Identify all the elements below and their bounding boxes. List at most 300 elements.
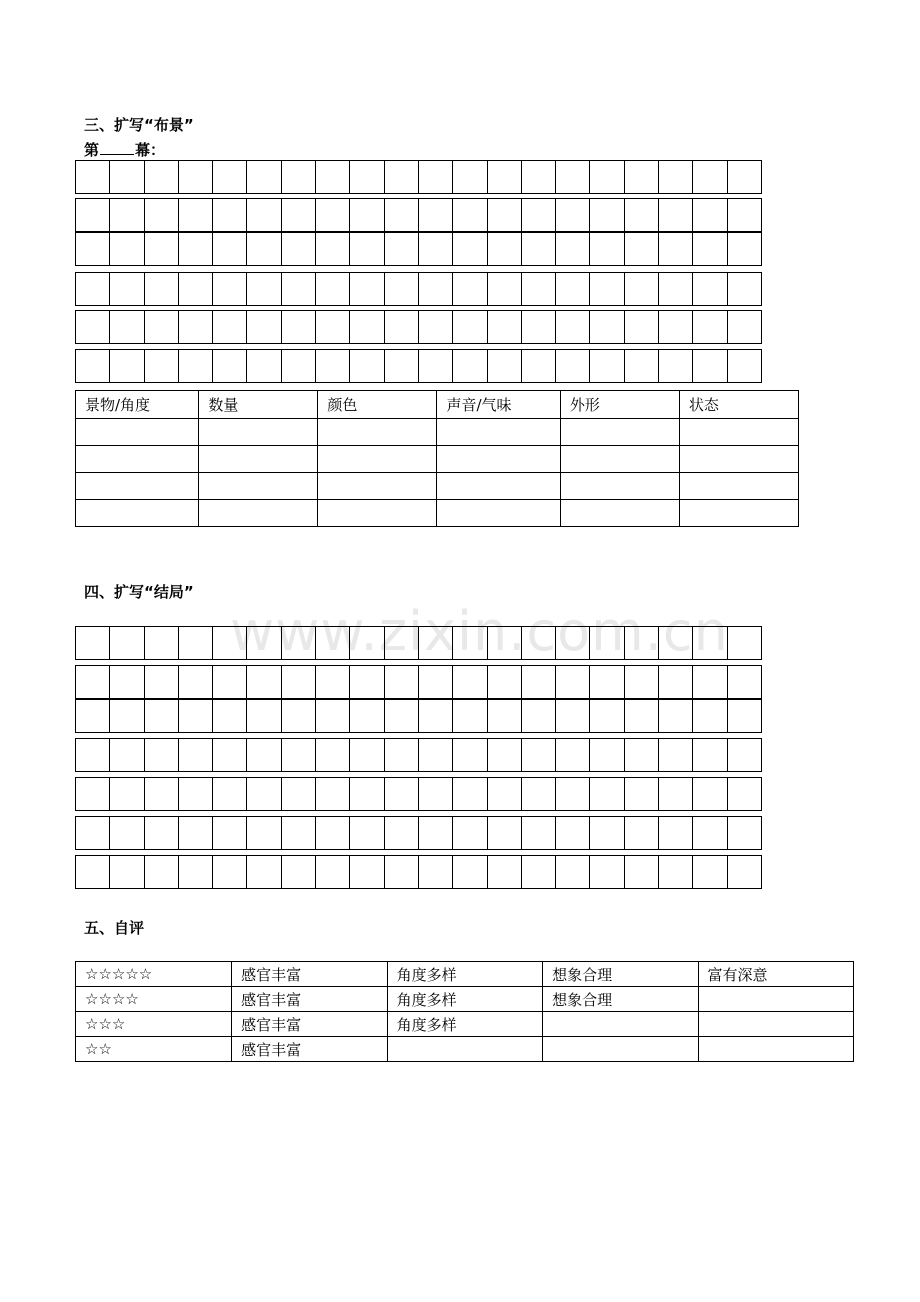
grid-cell[interactable]: [281, 699, 316, 733]
grid-cell[interactable]: [487, 816, 522, 850]
grid-cell[interactable]: [109, 699, 144, 733]
grid-cell[interactable]: [727, 855, 762, 889]
grid-cell[interactable]: [487, 310, 522, 344]
grid-cell[interactable]: [75, 777, 110, 811]
scenery-input-cell[interactable]: [318, 500, 437, 527]
grid-cell[interactable]: [349, 160, 384, 194]
grid-cell[interactable]: [144, 626, 179, 660]
grid-cell[interactable]: [658, 349, 693, 383]
grid-cell[interactable]: [109, 232, 144, 266]
grid-cell[interactable]: [521, 738, 556, 772]
grid-cell[interactable]: [727, 198, 762, 232]
grid-cell[interactable]: [75, 699, 110, 733]
grid-cell[interactable]: [349, 816, 384, 850]
grid-cell[interactable]: [521, 310, 556, 344]
grid-cell[interactable]: [521, 665, 556, 699]
grid-cell[interactable]: [555, 855, 590, 889]
grid-cell[interactable]: [692, 816, 727, 850]
grid-cell[interactable]: [178, 855, 213, 889]
grid-cell[interactable]: [75, 310, 110, 344]
grid-cell[interactable]: [178, 699, 213, 733]
grid-cell[interactable]: [452, 816, 487, 850]
grid-cell[interactable]: [727, 626, 762, 660]
grid-cell[interactable]: [555, 232, 590, 266]
grid-cell[interactable]: [555, 160, 590, 194]
scenery-input-cell[interactable]: [199, 473, 318, 500]
grid-cell[interactable]: [281, 198, 316, 232]
grid-cell[interactable]: [109, 665, 144, 699]
grid-cell[interactable]: [212, 816, 247, 850]
grid-cell[interactable]: [487, 198, 522, 232]
grid-cell[interactable]: [281, 232, 316, 266]
grid-cell[interactable]: [109, 855, 144, 889]
criteria-cell: 角度多样: [387, 1012, 542, 1037]
grid-cell[interactable]: [589, 665, 624, 699]
scenery-input-cell[interactable]: [437, 446, 560, 473]
grid-cell[interactable]: [384, 855, 419, 889]
scenery-input-cell[interactable]: [679, 473, 798, 500]
grid-cell[interactable]: [384, 272, 419, 306]
grid-cell[interactable]: [315, 232, 350, 266]
grid-cell[interactable]: [555, 816, 590, 850]
scenery-input-cell[interactable]: [679, 500, 798, 527]
scenery-input-cell[interactable]: [679, 419, 798, 446]
grid-cell[interactable]: [624, 699, 659, 733]
grid-cell[interactable]: [315, 855, 350, 889]
grid-cell[interactable]: [589, 626, 624, 660]
grid-cell[interactable]: [281, 160, 316, 194]
grid-cell[interactable]: [178, 626, 213, 660]
grid-cell[interactable]: [281, 349, 316, 383]
grid-cell[interactable]: [109, 816, 144, 850]
grid-cell[interactable]: [315, 738, 350, 772]
grid-cell[interactable]: [555, 272, 590, 306]
grid-cell[interactable]: [624, 816, 659, 850]
grid-cell[interactable]: [144, 738, 179, 772]
grid-cell[interactable]: [75, 272, 110, 306]
table-row: [76, 1012, 854, 1037]
grid-cell[interactable]: [349, 349, 384, 383]
grid-cell[interactable]: [555, 349, 590, 383]
grid-cell[interactable]: [212, 232, 247, 266]
grid-cell[interactable]: [144, 699, 179, 733]
grid-cell[interactable]: [589, 310, 624, 344]
grid-cell[interactable]: [246, 349, 281, 383]
grid-cell[interactable]: [487, 272, 522, 306]
grid-cell[interactable]: [349, 232, 384, 266]
grid-cell[interactable]: [727, 699, 762, 733]
grid-cell[interactable]: [144, 816, 179, 850]
grid-cell[interactable]: [281, 665, 316, 699]
grid-cell[interactable]: [212, 272, 247, 306]
grid-cell[interactable]: [246, 699, 281, 733]
grid-cell[interactable]: [624, 198, 659, 232]
grid-cell[interactable]: [452, 777, 487, 811]
scenery-input-cell[interactable]: [679, 446, 798, 473]
grid-cell[interactable]: [315, 349, 350, 383]
scenery-header-cell: 颜色: [318, 391, 437, 419]
grid-cell[interactable]: [589, 855, 624, 889]
grid-cell[interactable]: [246, 198, 281, 232]
grid-cell[interactable]: [589, 272, 624, 306]
scenery-input-cell[interactable]: [437, 473, 560, 500]
grid-cell[interactable]: [178, 665, 213, 699]
grid-cell[interactable]: [589, 232, 624, 266]
grid-cell[interactable]: [727, 310, 762, 344]
grid-cell[interactable]: [75, 160, 110, 194]
grid-cell[interactable]: [692, 738, 727, 772]
criteria-cell: [698, 1037, 853, 1062]
grid-cell[interactable]: [109, 777, 144, 811]
grid-cell[interactable]: [246, 816, 281, 850]
grid-cell[interactable]: [75, 665, 110, 699]
grid-cell[interactable]: [521, 777, 556, 811]
grid-cell[interactable]: [212, 626, 247, 660]
grid-cell[interactable]: [109, 349, 144, 383]
grid-cell[interactable]: [521, 198, 556, 232]
grid-cell[interactable]: [487, 738, 522, 772]
grid-cell[interactable]: [452, 738, 487, 772]
grid-cell[interactable]: [315, 777, 350, 811]
grid-cell[interactable]: [452, 160, 487, 194]
grid-cell[interactable]: [178, 198, 213, 232]
grid-cell[interactable]: [555, 665, 590, 699]
grid-cell[interactable]: [658, 699, 693, 733]
grid-cell[interactable]: [281, 272, 316, 306]
grid-cell[interactable]: [178, 738, 213, 772]
grid-cell[interactable]: [418, 626, 453, 660]
grid-cell[interactable]: [144, 198, 179, 232]
grid-cell[interactable]: [521, 272, 556, 306]
grid-cell[interactable]: [246, 232, 281, 266]
grid-cell[interactable]: [418, 665, 453, 699]
grid-cell[interactable]: [212, 699, 247, 733]
grid-cell[interactable]: [178, 310, 213, 344]
grid-cell[interactable]: [109, 310, 144, 344]
grid-cell[interactable]: [624, 777, 659, 811]
grid-cell[interactable]: [692, 160, 727, 194]
grid-cell[interactable]: [692, 232, 727, 266]
grid-cell[interactable]: [144, 665, 179, 699]
scenery-input-cell[interactable]: [437, 500, 560, 527]
grid-cell[interactable]: [727, 272, 762, 306]
grid-cell[interactable]: [624, 160, 659, 194]
scenery-input-cell[interactable]: [560, 419, 679, 446]
grid-cell[interactable]: [692, 310, 727, 344]
scenery-input-cell[interactable]: [199, 446, 318, 473]
scenery-input-cell[interactable]: [199, 419, 318, 446]
grid-cell[interactable]: [109, 160, 144, 194]
grid-cell[interactable]: [281, 816, 316, 850]
grid-cell[interactable]: [315, 665, 350, 699]
grid-cell[interactable]: [315, 160, 350, 194]
grid-cell[interactable]: [144, 777, 179, 811]
grid-cell[interactable]: [692, 855, 727, 889]
grid-cell[interactable]: [75, 626, 110, 660]
scenery-input-cell[interactable]: [318, 473, 437, 500]
grid-cell[interactable]: [315, 699, 350, 733]
grid-cell[interactable]: [521, 816, 556, 850]
grid-cell[interactable]: [452, 310, 487, 344]
grid-cell[interactable]: [589, 160, 624, 194]
grid-cell[interactable]: [555, 699, 590, 733]
grid-cell[interactable]: [384, 738, 419, 772]
grid-cell[interactable]: [246, 777, 281, 811]
grid-cell[interactable]: [246, 738, 281, 772]
grid-cell[interactable]: [487, 777, 522, 811]
grid-cell[interactable]: [315, 198, 350, 232]
grid-cell[interactable]: [487, 665, 522, 699]
grid-cell[interactable]: [487, 855, 522, 889]
grid-cell[interactable]: [521, 855, 556, 889]
grid-cell[interactable]: [555, 777, 590, 811]
grid-cell[interactable]: [212, 665, 247, 699]
grid-cell[interactable]: [624, 855, 659, 889]
grid-cell[interactable]: [349, 626, 384, 660]
grid-cell[interactable]: [212, 738, 247, 772]
grid-cell[interactable]: [418, 699, 453, 733]
grid-cell[interactable]: [315, 816, 350, 850]
grid-cell[interactable]: [144, 232, 179, 266]
star-rating-cell: ☆☆☆☆☆: [76, 962, 232, 987]
grid-cell[interactable]: [452, 699, 487, 733]
grid-cell[interactable]: [315, 272, 350, 306]
grid-cell[interactable]: [521, 232, 556, 266]
scenery-input-cell[interactable]: [76, 419, 199, 446]
grid-cell[interactable]: [418, 855, 453, 889]
grid-cell[interactable]: [555, 626, 590, 660]
grid-cell[interactable]: [281, 738, 316, 772]
grid-cell[interactable]: [727, 232, 762, 266]
scenery-input-cell[interactable]: [318, 419, 437, 446]
grid-cell[interactable]: [144, 349, 179, 383]
grid-cell[interactable]: [555, 198, 590, 232]
grid-cell[interactable]: [418, 738, 453, 772]
grid-cell[interactable]: [624, 310, 659, 344]
grid-cell[interactable]: [75, 198, 110, 232]
scenery-input-cell[interactable]: [76, 500, 199, 527]
grid-cell[interactable]: [384, 665, 419, 699]
grid-cell[interactable]: [452, 198, 487, 232]
grid-cell[interactable]: [727, 160, 762, 194]
grid-cell[interactable]: [246, 272, 281, 306]
grid-cell[interactable]: [452, 232, 487, 266]
grid-cell[interactable]: [658, 738, 693, 772]
grid-cell[interactable]: [349, 738, 384, 772]
grid-cell[interactable]: [624, 626, 659, 660]
grid-cell[interactable]: [589, 349, 624, 383]
grid-cell[interactable]: [727, 738, 762, 772]
grid-cell[interactable]: [589, 738, 624, 772]
grid-cell[interactable]: [281, 777, 316, 811]
grid-cell[interactable]: [349, 272, 384, 306]
scenery-input-cell[interactable]: [76, 446, 199, 473]
scene-number-blank[interactable]: [100, 140, 134, 155]
grid-cell[interactable]: [75, 855, 110, 889]
grid-cell[interactable]: [178, 160, 213, 194]
grid-cell[interactable]: [109, 272, 144, 306]
grid-cell[interactable]: [452, 665, 487, 699]
grid-cell[interactable]: [384, 626, 419, 660]
grid-cell[interactable]: [178, 272, 213, 306]
grid-cell[interactable]: [692, 777, 727, 811]
grid-cell[interactable]: [418, 160, 453, 194]
grid-cell[interactable]: [521, 699, 556, 733]
grid-cell[interactable]: [727, 665, 762, 699]
grid-cell[interactable]: [658, 198, 693, 232]
scenery-grid-row: [75, 198, 762, 232]
grid-cell[interactable]: [589, 816, 624, 850]
grid-cell[interactable]: [658, 777, 693, 811]
grid-cell[interactable]: [418, 272, 453, 306]
grid-cell[interactable]: [212, 160, 247, 194]
grid-cell[interactable]: [144, 272, 179, 306]
grid-cell[interactable]: [487, 349, 522, 383]
grid-cell[interactable]: [349, 310, 384, 344]
grid-cell[interactable]: [418, 198, 453, 232]
scenery-table: [75, 390, 799, 527]
grid-cell[interactable]: [692, 349, 727, 383]
grid-cell[interactable]: [555, 738, 590, 772]
grid-cell[interactable]: [658, 665, 693, 699]
grid-cell[interactable]: [178, 232, 213, 266]
grid-cell[interactable]: [212, 855, 247, 889]
grid-cell[interactable]: [315, 626, 350, 660]
grid-cell[interactable]: [109, 738, 144, 772]
grid-cell[interactable]: [75, 816, 110, 850]
grid-cell[interactable]: [692, 699, 727, 733]
grid-cell[interactable]: [349, 699, 384, 733]
scenery-input-cell[interactable]: [437, 419, 560, 446]
grid-cell[interactable]: [487, 160, 522, 194]
grid-cell[interactable]: [246, 665, 281, 699]
grid-cell[interactable]: [246, 310, 281, 344]
grid-cell[interactable]: [727, 777, 762, 811]
grid-cell[interactable]: [178, 816, 213, 850]
grid-cell[interactable]: [246, 626, 281, 660]
grid-cell[interactable]: [487, 232, 522, 266]
grid-cell[interactable]: [178, 349, 213, 383]
grid-cell[interactable]: [487, 699, 522, 733]
grid-cell[interactable]: [521, 160, 556, 194]
grid-cell[interactable]: [589, 699, 624, 733]
grid-cell[interactable]: [144, 310, 179, 344]
criteria-cell: [543, 1037, 698, 1062]
grid-cell[interactable]: [75, 349, 110, 383]
grid-cell[interactable]: [555, 310, 590, 344]
grid-cell[interactable]: [452, 626, 487, 660]
scenery-grid-row: [75, 160, 762, 194]
scenery-input-cell[interactable]: [76, 473, 199, 500]
grid-cell[interactable]: [384, 160, 419, 194]
grid-cell[interactable]: [281, 626, 316, 660]
grid-cell[interactable]: [727, 349, 762, 383]
grid-cell[interactable]: [487, 626, 522, 660]
criteria-cell: 感官丰富: [232, 987, 387, 1012]
grid-cell[interactable]: [624, 272, 659, 306]
grid-cell[interactable]: [692, 272, 727, 306]
scenery-header-cell: 外形: [560, 391, 679, 419]
grid-cell[interactable]: [246, 855, 281, 889]
grid-cell[interactable]: [658, 626, 693, 660]
grid-cell[interactable]: [212, 777, 247, 811]
grid-cell[interactable]: [418, 349, 453, 383]
scenery-grid-row: [75, 310, 762, 344]
grid-cell[interactable]: [658, 855, 693, 889]
grid-cell[interactable]: [75, 738, 110, 772]
grid-cell[interactable]: [589, 777, 624, 811]
grid-cell[interactable]: [212, 349, 247, 383]
criteria-cell: 富有深意: [698, 962, 853, 987]
grid-cell[interactable]: [624, 665, 659, 699]
grid-cell[interactable]: [692, 665, 727, 699]
grid-cell[interactable]: [384, 777, 419, 811]
grid-cell[interactable]: [692, 198, 727, 232]
grid-cell[interactable]: [384, 816, 419, 850]
grid-cell[interactable]: [109, 626, 144, 660]
grid-cell[interactable]: [658, 160, 693, 194]
grid-cell[interactable]: [384, 198, 419, 232]
grid-cell[interactable]: [658, 310, 693, 344]
grid-cell[interactable]: [624, 349, 659, 383]
grid-cell[interactable]: [212, 310, 247, 344]
grid-cell[interactable]: [75, 232, 110, 266]
grid-cell[interactable]: [349, 777, 384, 811]
grid-cell[interactable]: [384, 699, 419, 733]
grid-cell[interactable]: [589, 198, 624, 232]
grid-cell[interactable]: [178, 777, 213, 811]
criteria-cell: 感官丰富: [232, 1012, 387, 1037]
grid-cell[interactable]: [658, 816, 693, 850]
scenery-input-cell[interactable]: [560, 473, 679, 500]
grid-cell[interactable]: [658, 232, 693, 266]
grid-cell[interactable]: [349, 665, 384, 699]
grid-cell[interactable]: [727, 816, 762, 850]
grid-cell[interactable]: [418, 232, 453, 266]
grid-cell[interactable]: [521, 626, 556, 660]
table-row: [76, 987, 854, 1012]
grid-cell[interactable]: [418, 777, 453, 811]
grid-cell[interactable]: [281, 855, 316, 889]
grid-cell[interactable]: [452, 272, 487, 306]
grid-cell[interactable]: [418, 816, 453, 850]
grid-cell[interactable]: [315, 310, 350, 344]
grid-cell[interactable]: [692, 626, 727, 660]
grid-cell[interactable]: [452, 349, 487, 383]
grid-cell[interactable]: [349, 198, 384, 232]
scenery-input-cell[interactable]: [199, 500, 318, 527]
grid-cell[interactable]: [624, 738, 659, 772]
grid-cell[interactable]: [384, 310, 419, 344]
grid-cell[interactable]: [521, 349, 556, 383]
grid-cell[interactable]: [384, 232, 419, 266]
grid-cell[interactable]: [349, 855, 384, 889]
grid-cell[interactable]: [212, 198, 247, 232]
grid-cell[interactable]: [246, 160, 281, 194]
grid-cell[interactable]: [418, 310, 453, 344]
grid-cell[interactable]: [658, 272, 693, 306]
grid-cell[interactable]: [384, 349, 419, 383]
grid-cell[interactable]: [109, 198, 144, 232]
grid-cell[interactable]: [281, 310, 316, 344]
grid-cell[interactable]: [144, 160, 179, 194]
grid-cell[interactable]: [624, 232, 659, 266]
scenery-input-cell[interactable]: [318, 446, 437, 473]
grid-cell[interactable]: [452, 855, 487, 889]
scenery-input-cell[interactable]: [560, 500, 679, 527]
grid-cell[interactable]: [144, 855, 179, 889]
scenery-input-cell[interactable]: [560, 446, 679, 473]
